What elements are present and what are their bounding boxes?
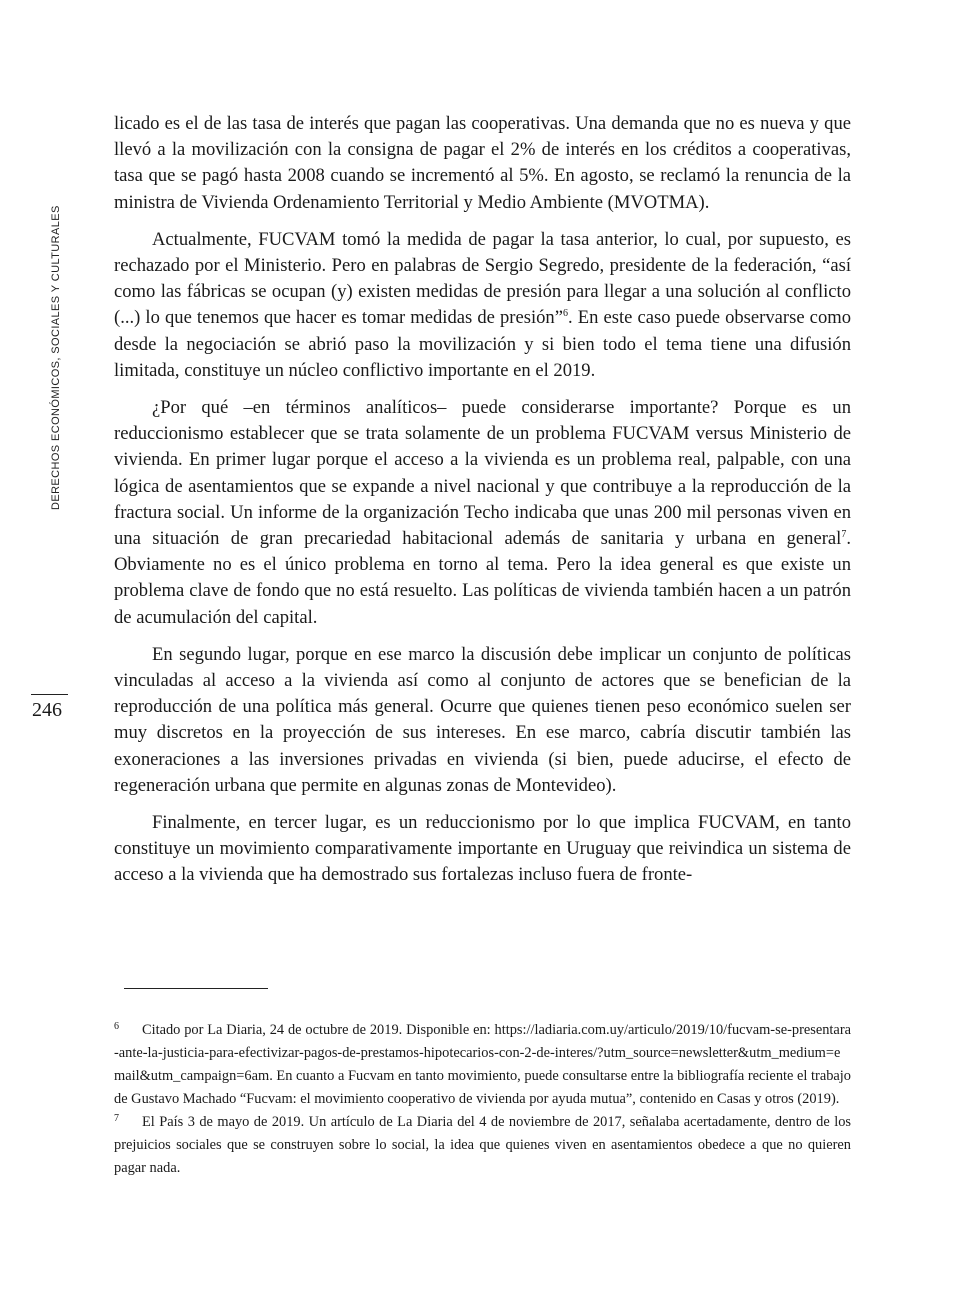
footnote-separator (124, 988, 268, 989)
paragraph-text: ¿Por qué –en términos analíticos– puede considerarse importante? Porque es un reduccionismo establecer que se trata solamente de un problema FUCVAM versus Ministerio de vivienda. En primer lugar porque el acceso a la vivienda es un problema real, palpable, con una lógica de asentamientos que se expande a nivel nacional y que contribuye a la reproducción de la fractura social. Un informe de la organización Techo indicaba que unas 200 mil personas viven en una situación de gran precariedad habitacional además de sanitaria y urbana en general (114, 397, 851, 550)
paragraph-text: . Obviamente no es el único problema en torno al tema. Pero la idea general es que existe un problema clave de fondo que no está resuelto. Las políticas de vivienda también hacen a un patrón de acumulación del capital. (114, 528, 851, 628)
paragraph (114, 395, 851, 631)
footnotes (114, 1019, 851, 1180)
footnote-reference[interactable]: 6 (562, 308, 568, 320)
footnote-link[interactable]: https://ladiaria.com.uy/articulo/2019/10/fucvam-se-presentara-ante-la-justicia-para-efectivizar-pagos-de-prestamos-hipotecarios-con-2-de-interes/?utm_source=newsletter&utm_medium=email&utm_campaign=6am (114, 1022, 851, 1084)
page-number-rule (31, 694, 68, 695)
paragraph-text: Actualmente, FUCVAM tomó la medida de pagar la tasa anterior, lo cual, por supuesto, es rechazado por el Ministerio. Pero en palabras de Sergio Segredo, presidente de la federación, “así como las fábricas se ocupan (y) existen medidas de presión para llegar a una solución al conflicto (...) lo que tenemos que hacer es tomar medidas de presión” (114, 228, 851, 329)
footnote-reference[interactable]: 7 (841, 528, 847, 540)
footnote-7: 7 El País 3 de mayo de 2019. Un artículo de La Diaria del 4 de noviembre de 2017, señalaba acertadamente, dentro de los prejuicios sociales que se construyen sobre lo social, la idea que quienes viven en asentamientos obedece a que no quieren pagar nada. (114, 1113, 851, 1176)
paragraph: En segundo lugar, porque en ese marco la discusión debe implicar un conjunto de políticas vinculadas al acceso a la vivienda así como al conjunto de actores que se benefician de la reproducción de una política más general. Ocurre que quienes tienen peso económico suelen ser muy discretos en la proyección de sus intereses. En ese marco, cabría discutir también las exoneraciones a las inversiones privadas en vivienda (si bien, puede aducirse, el efecto de regeneración urbana que permite en algunas zonas de Montevideo). (114, 643, 851, 796)
footnote-text: Citado por La Diaria, 24 de octubre de 2019. Disponible en: (142, 1022, 495, 1038)
paragraph: licado es el de las tasa de interés que pagan las cooperativas. Una demanda que no es nueva y que llevó a la movilización con la consigna de pagar el 2% de interés en los créditos a cooperativas, tasa que se pagó hasta 2008 cuando se incrementó al 5%. En agosto, se reclamó la renuncia de la ministra de Vivienda Ordenamiento Territorial y Medio Ambiente (MVOTMA). (114, 113, 851, 213)
body-text (114, 111, 851, 900)
paragraph (114, 227, 851, 384)
page-number: 246 (32, 699, 62, 721)
paragraph: Finalmente, en tercer lugar, es un reduccionismo por lo que implica FUCVAM, en tanto constituye un movimiento comparativamente importante en Uruguay que reivindica un sistema de acceso a la vivienda que ha demostrado sus fortalezas incluso fuera de fronte- (114, 812, 851, 886)
footnote-text: El País 3 de mayo de 2019. Un artículo de La Diaria del 4 de noviembre de 2017, señalaba acertadamente, dentro de los prejuicios sociales que se construyen sobre lo social, la idea que quienes viven en asentamientos obedece a que no quieren pagar nada. (114, 1114, 851, 1176)
footnote-text: . En cuanto a Fucvam en tanto movimiento, puede consultarse entre la bibliografía reciente el trabajo de Gustavo Machado “Fucvam: el movimiento cooperativo de vivienda por ayuda mutua”, contenido en Casas y otros (2019). (114, 1068, 851, 1107)
paragraph-text: . En este caso puede observarse como desde la negociación se abrió paso la movilización y si bien todo el tema tiene una difusión limitada, constituye un núcleo conflictivo importante en el 2019. (114, 307, 851, 381)
running-head: DERECHOS ECONÓMICOS, SOCIALES Y CULTURALES (50, 205, 62, 510)
footnote-6: 6 Citado por La Diaria, 24 de octubre de 2019. Disponible en: https://ladiaria.com.uy/articulo/2019/10/fucvam-se-presentara-ante-la-justicia-para-efectivizar-pagos-de-prestamos-hipotecarios-con-2-de-interes/?utm_source=newsletter&utm_medium=email&utm_campaign=6am. En cuanto a Fucvam en tanto movimiento, puede consultarse entre la bibliografía reciente el trabajo de Gustavo Machado “Fucvam: el movimiento cooperativo de vivienda por ayuda mutua”, contenido en Casas y otros (2019). (114, 1021, 851, 1107)
